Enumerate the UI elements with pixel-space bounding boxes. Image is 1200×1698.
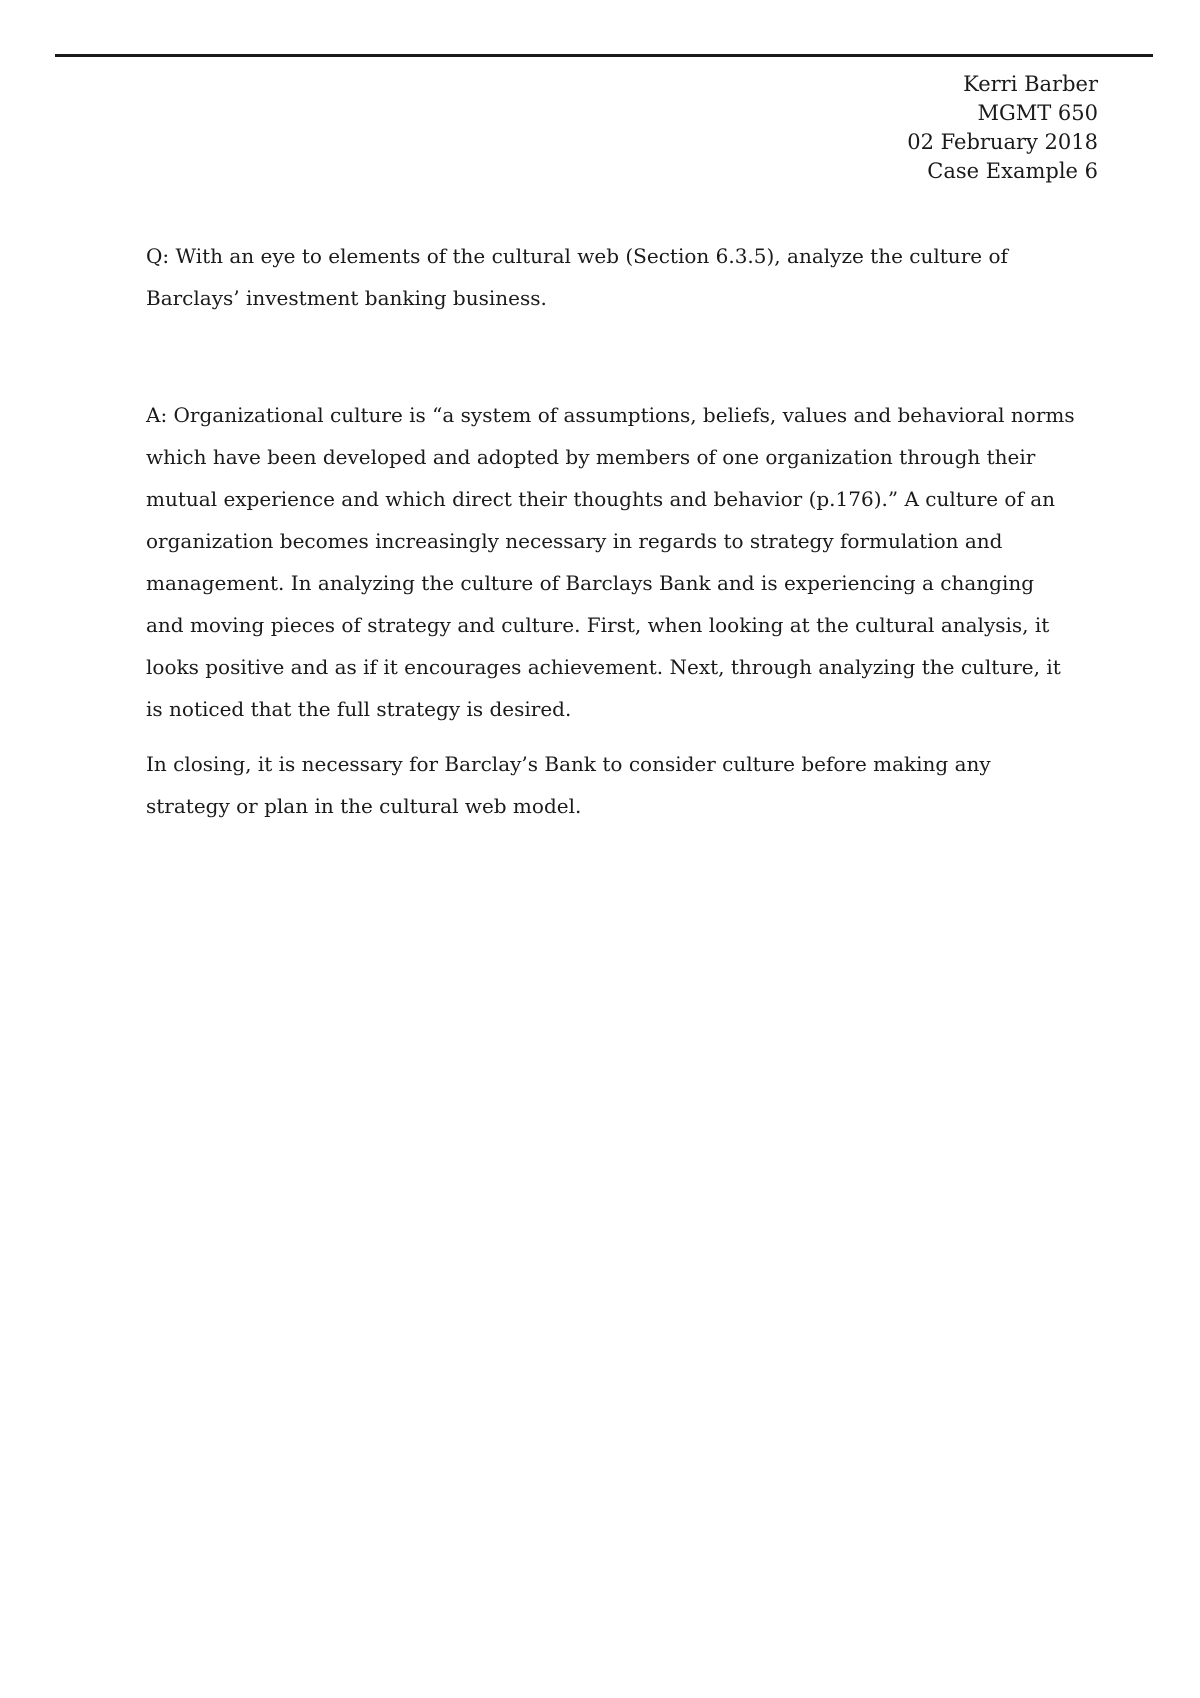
- header-rule: [55, 54, 1153, 57]
- document-date: 02 February 2018: [907, 130, 1098, 154]
- closing-paragraph: In closing, it is necessary for Barclay’s Bank to consider culture before making any strategy or plan in the cultural web model.: [146, 752, 991, 818]
- author-name: Kerri Barber: [963, 72, 1098, 96]
- assignment-title: Case Example 6: [927, 159, 1098, 183]
- course-code: MGMT 650: [977, 101, 1098, 125]
- header-block: [907, 70, 1098, 186]
- answer-paragraph: A: Organizational culture is “a system of assumptions, beliefs, values and behavioral norms which have been developed and adopted by members of one organization through their mutual experience and which direct their thoughts and behavior (p.176).” A culture of an organization becomes increasingly necessary in regards to strategy formulation and management. In analyzing the culture of Barclays Bank and is experiencing a changing and moving pieces of strategy and culture. First, when looking at the cultural analysis, it looks positive and as if it encourages achievement. Next, through analyzing the culture, it is noticed that the full strategy is desired.: [146, 403, 1075, 721]
- question-paragraph: Q: With an eye to elements of the cultural web (Section 6.3.5), analyze the culture of Barclays’ investment banking business.: [146, 244, 1008, 310]
